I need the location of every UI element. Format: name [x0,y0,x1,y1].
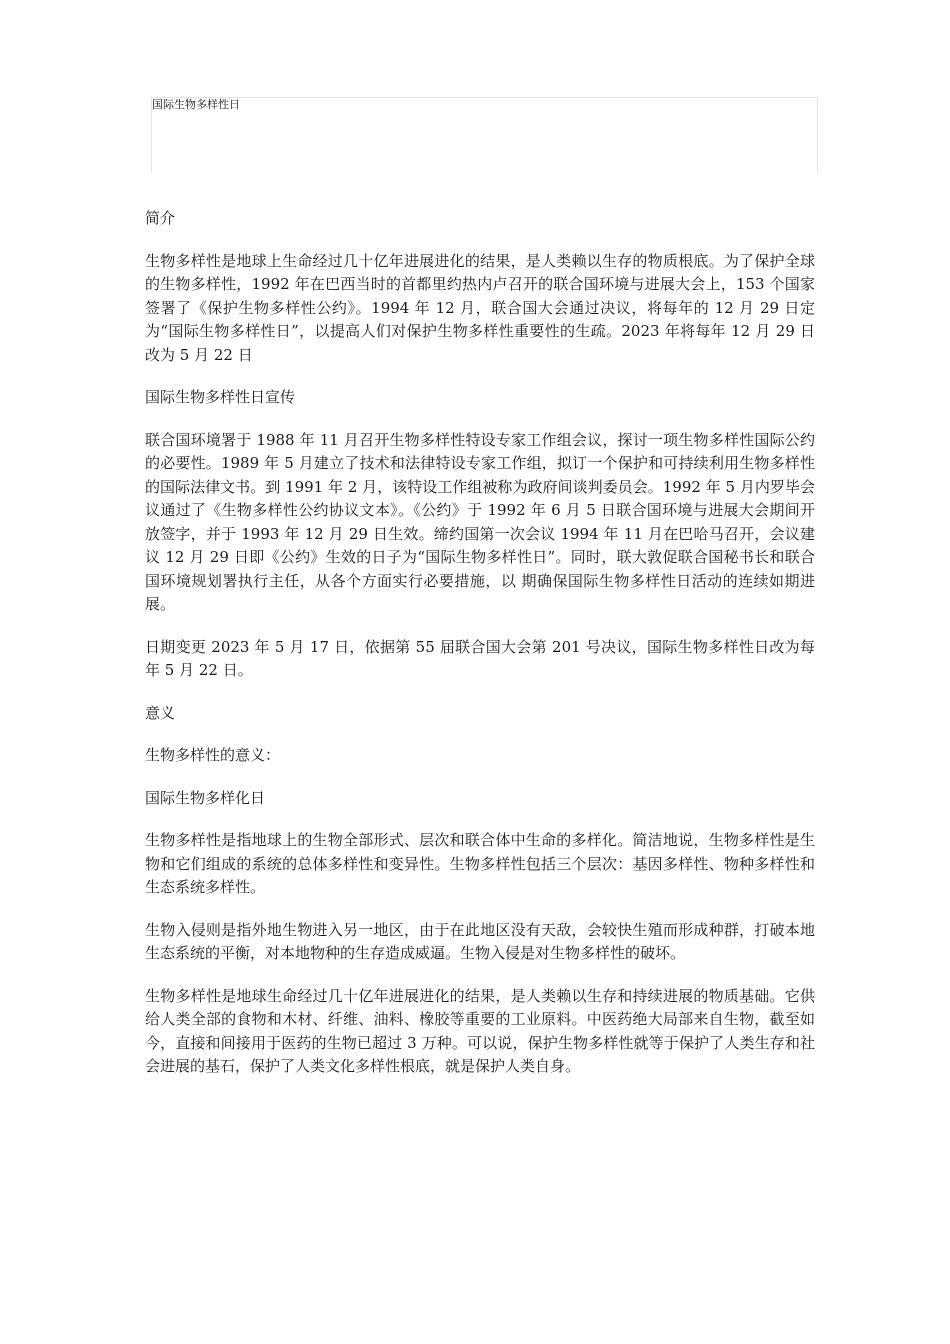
meaning-subheading-2: 国际生物多样化日 [145,788,266,807]
date-change-paragraph: 日期变更 2023 年 5 月 17 日，依据第 55 届联合国大会第 201 号决议，国际生物多样性日改为每年 5 月 22 日。 [145,637,815,679]
promo-heading: 国际生物多样性日宣传 [145,388,296,406]
meaning-heading: 意义 [145,703,176,722]
intro-paragraph: 生物多样性是地球上生命经过几十亿年进展进化的结果，是人类赖以生存的物质根底。为了保护全球的生物多样性，1992 年在巴西当时的首都里约热内卢召开的联合国环境与进展大会上，153 个国家签署了《保护生物多样性公约》。1994 年 12 月，联合国大会通过决议，将每年的 12 月 29 日定为“国际生物多样性日”，以提高人们对保护生物多样性重要性的生疏。2023 年将每年 12 月 29 日改为 5 月 22 日 [145,251,815,364]
meaning-paragraph-3: 生物多样性是地球生命经过几十亿年进展进化的结果，是人类赖以生存和持续进展的物质基础。它供给人类全部的食物和木材、纤维、油料、橡胶等重要的工业原料。中医药绝大局部来自生物，截至如今，直接和间接用于医药的生物已超过 3 万种。可以说，保护生物多样性就等于保护了人类生存和社会进展的基石，保护了人类文化多样性根底，就是保护人类自身。 [145,986,815,1075]
document-body [145,207,815,1079]
promo-paragraph: 联合国环境署于 1988 年 11 月召开生物多样性特设专家工作组会议，探讨一项生物多样性国际公约的必要性。1989 年 5 月建立了技术和法律特设专家工作组，拟订一个保护和可持续利用生物多样性的国际法律文书。到 1991 年 2 月，该特设工作组被称为政府间谈判委员会。1992 年 5 月内罗毕会议通过了《生物多样性公约协议文本》。《公约》于 1992 年 6 月 5 日联合国环境与进展大会期间开放签字，并于 1993 年 12 月 29 日生效。缔约国第一次会议 1994 年 11 月在巴哈马召开，会议建议 12 月 29 日即《公约》生效的日子为“国际生物多样性日”。同时，联大敦促联合国秘书长和联合国环境规划署执行主任，从各个方面实行必要措施，以 期确保国际生物多样性日活动的连续如期进展。 [145,430,815,613]
header-box [151,97,818,173]
meaning-paragraph-2: 生物入侵则是指外地生物进入另一地区，由于在此地区没有天敌，会较快生殖而形成种群，打破本地生态系统的平衡，对本地物种的生存造成威逼。生物入侵是对生物多样性的破坏。 [145,920,815,962]
header-title: 国际生物多样性日 [152,98,240,111]
intro-heading: 简介 [145,209,176,227]
meaning-subheading: 生物多样性的意义： [145,746,281,764]
meaning-paragraph-1: 生物多样性是指地球上的生物全部形式、层次和联合体中生命的多样化。简洁地说，生物多样性是生物和它们组成的系统的总体多样性和变异性。生物多样性包括三个层次：基因多样性、物种多样性和生态系统多样性。 [145,831,815,896]
